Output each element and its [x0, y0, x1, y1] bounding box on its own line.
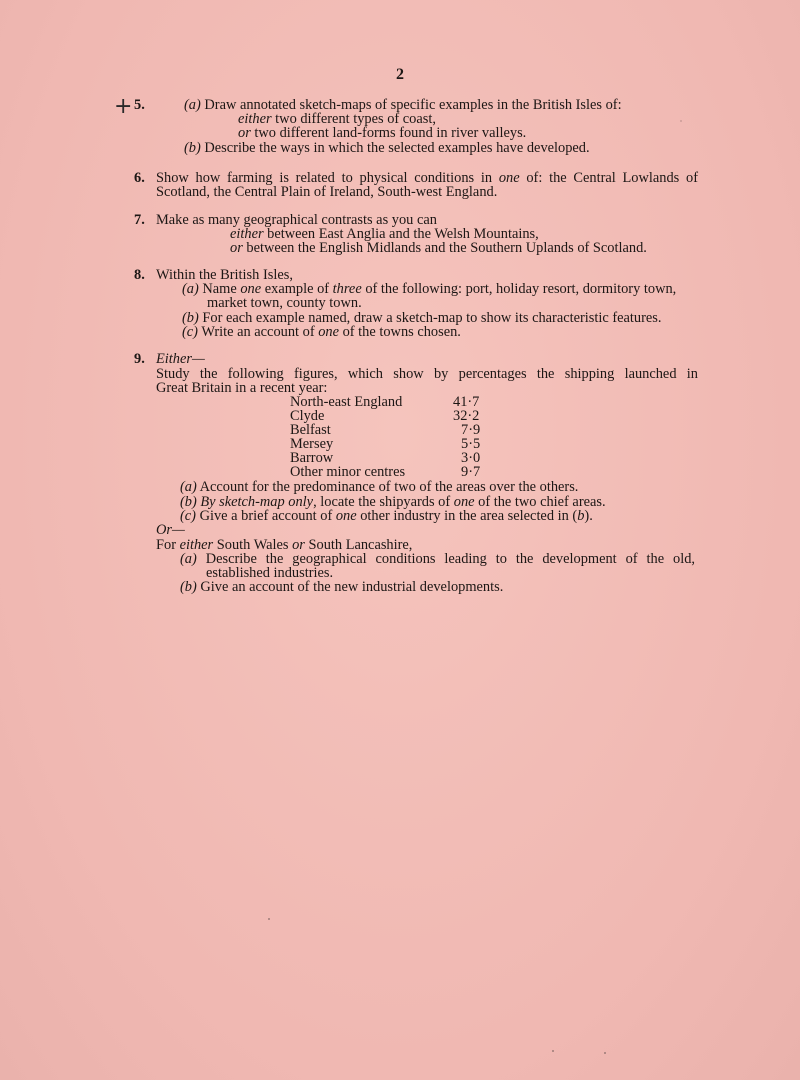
q9-part-b: (b) By sketch-map only, locate the shipyards of one of the two chief areas. — [180, 494, 606, 510]
q8-part-c: (c) Write an account of one of the towns chosen. — [182, 324, 461, 340]
table-row: Other minor centres — [290, 464, 406, 480]
paper-speck — [604, 1052, 606, 1054]
q6-line-2: Scotland, the Central Plain of Ireland, South-west England. — [156, 184, 498, 200]
question-number: 6. — [134, 170, 145, 186]
q9-or-part-a: (a) Describe the geographical conditions leading to the development of the old, — [180, 551, 695, 567]
q7-either-line: either between East Anglia and the Welsh Mountains, — [230, 226, 539, 242]
shipping-table — [290, 395, 520, 479]
table-value: 9·7 — [461, 464, 481, 480]
paper-speck — [680, 120, 682, 122]
q5-part-a: (a) Draw annotated sketch-maps of specific examples in the British Isles of: — [184, 97, 622, 113]
q5-or-line: or two different land-forms found in river valleys. — [238, 125, 527, 141]
q7-or-line: or between the English Midlands and the Southern Uplands of Scotland. — [230, 240, 647, 256]
question-number: 5. — [134, 97, 145, 113]
page-number: 2 — [396, 66, 404, 83]
q9-for-line: For either South Wales or South Lancashire, — [156, 537, 413, 553]
q9-part-c: (c) Give a brief account of one other industry in the area selected in (b). — [180, 508, 593, 524]
table-row: Belfast — [290, 422, 331, 438]
q8-part-a-line-2: market town, county town. — [207, 295, 362, 311]
q9-or-part-b: (b) Give an account of the new industrial developments. — [180, 579, 504, 595]
question-number: 7. — [134, 212, 145, 228]
q9-study-line-2: Great Britain in a recent year: — [156, 380, 328, 396]
paper-speck — [552, 1050, 554, 1052]
q5-either-line: either two different types of coast, — [238, 111, 436, 127]
q9-part-a: (a) Account for the predominance of two of the areas over the others. — [180, 479, 579, 495]
q8-intro: Within the British Isles, — [156, 267, 293, 283]
table-value: 32·2 — [453, 408, 480, 424]
table-row: Clyde — [290, 408, 325, 424]
table-row: North-east England — [290, 394, 403, 410]
q9-or-part-a-line-2: established industries. — [206, 565, 334, 581]
q9-or-heading: Or— — [156, 522, 185, 538]
q7-line-1: Make as many geographical contrasts as you can — [156, 212, 437, 228]
question-number: 9. — [134, 351, 145, 367]
q6-line-1: Show how farming is related to physical conditions in one of: the Central Lowlands of — [156, 170, 698, 186]
question-number: 8. — [134, 267, 145, 283]
q8-part-b: (b) For each example named, draw a sketch-map to show its characteristic features. — [182, 310, 662, 326]
paper-speck — [268, 918, 270, 920]
handwritten-tick-mark: + — [114, 94, 133, 119]
table-value: 7·9 — [461, 422, 481, 438]
table-value: 3·0 — [461, 450, 481, 466]
table-value: 41·7 — [453, 394, 480, 410]
q8-part-a: (a) Name one example of three of the following: port, holiday resort, dormitory town, — [182, 281, 677, 297]
q5-part-b: (b) Describe the ways in which the selected examples have developed. — [184, 140, 590, 156]
table-row: Barrow — [290, 450, 334, 466]
table-value: 5·5 — [461, 436, 481, 452]
q9-either-heading: Either— — [156, 351, 205, 367]
q9-study-line-1: Study the following figures, which show by percentages the shipping launched in — [156, 366, 698, 382]
table-row: Mersey — [290, 436, 334, 452]
